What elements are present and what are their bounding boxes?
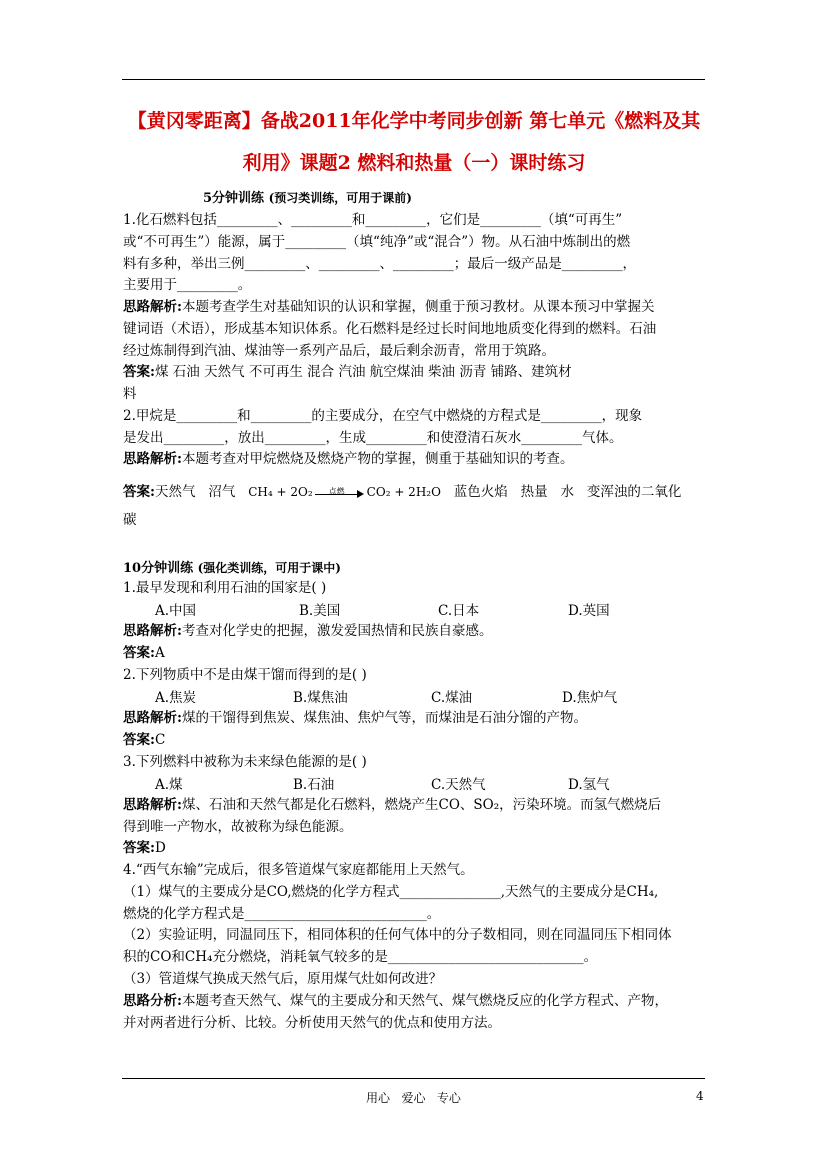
q2-answer-line-2: 碳 [123, 512, 137, 528]
q2-line-1: 2.甲烷是_________和_________的主要成分，在空气中燃烧的方程式是_________，现象 [123, 408, 643, 424]
q1-line-1: 1.化石燃料包括_________、_________和_________，它们是_________（填“可再生” [123, 212, 623, 228]
q1-analysis-line-3: 经过炼制得到汽油、煤油等一系列产品后，最后剩余沥青，常用于筑路。 [123, 343, 555, 359]
mc3-option-b: B.石油 [293, 777, 335, 793]
mc1-stem: 1.最早发现和利用石油的国家是( ) [123, 580, 327, 596]
q4-part1-line-2: 燃烧的化学方程式是___________________________。 [123, 906, 441, 922]
q1-line-3: 料有多种，举出三例_________、_________、_________；最后一级产品是_________， [123, 256, 636, 272]
equation-products: CO₂ + 2H₂O [366, 485, 441, 499]
q1-line-2: 或“不可再生”）能源，属于_________（填“纯净”或“混合”）物。从石油中炼制出的燃 [123, 234, 631, 250]
q4-part1-line-1: （1）煤气的主要成分是CO,燃烧的化学方程式_______________,天然气的主要成分是CH₄, [123, 884, 659, 900]
q4-analysis-line-1 [123, 991, 668, 1011]
section-10min-heading [123, 557, 341, 576]
reaction-condition: 点燃 [328, 486, 345, 496]
answer-text: D [154, 840, 166, 856]
mc3-option-a: A.煤 [155, 777, 183, 793]
mc2-analysis [123, 708, 587, 728]
q1-analysis-line-1 [123, 297, 654, 317]
section-10min-subtitle: (强化类训练，可用于课中) [197, 561, 341, 575]
section-5min-heading [203, 187, 412, 206]
header-rule [122, 79, 705, 80]
q1-analysis-line-2: 键词语（术语），形成基本知识体系。化石燃料是经过长时间地地质变化得到的燃料。石油 [123, 321, 657, 337]
analysis-text: 煤、石油和天然气都是化石燃料，燃烧产生CO、SO₂，污染环境。而氢气燃烧后 [181, 797, 662, 813]
section-5min-subtitle: (预习类训练，可用于课前) [268, 191, 412, 205]
analysis-label: 思路解析: [123, 451, 182, 467]
footer-motto: 用心 爱心 专心 [366, 1091, 461, 1105]
mc2-option-d: D.焦炉气 [562, 690, 618, 706]
q1-answer-line-1 [123, 362, 572, 382]
answer-text-tail: 蓝色火焰 热量 水 变浑浊的二氧化 [440, 484, 682, 500]
q1-line-4: 主要用于_________。 [123, 277, 252, 293]
q4-part2-line-2: 积的CO和CH₄充分燃烧，消耗氧气较多的是_____________________________。 [123, 949, 598, 965]
analysis-text: 本题考查对甲烷燃烧及燃烧产物的掌握，侧重于基础知识的考查。 [181, 451, 574, 467]
section-10min-title: 10分钟训练 [123, 561, 194, 576]
mc1-option-b: B.美国 [299, 603, 341, 619]
mc1-option-a: A.中国 [155, 603, 197, 619]
page-title-line-1: 【黄冈零距离】备战2011年化学中考同步创新 第七单元《燃料及其 [127, 110, 701, 132]
mc2-option-b: B.煤焦油 [293, 690, 348, 706]
q4-stem: 4.“西气东输”完成后，很多管道煤气家庭都能用上天然气。 [123, 862, 474, 878]
analysis-label: 思路解析: [123, 623, 182, 639]
analysis-label: 思路解析: [123, 797, 182, 813]
mc1-option-c: C.日本 [438, 603, 480, 619]
q2-line-2: 是发出_________，放出_________，生成_________和使澄清石灰水_________气体。 [123, 430, 623, 446]
footer-rule [122, 1078, 705, 1079]
mc2-option-a: A.焦炭 [155, 690, 197, 706]
answer-label: 答案: [123, 732, 155, 748]
page-title-line-2: 利用》课题2 燃料和热量（一）课时练习 [242, 152, 586, 174]
analysis-text: 考查对化学史的把握，激发爱国热情和民族自豪感。 [181, 623, 493, 639]
analysis-label: 思路解析: [123, 299, 182, 315]
q2-answer-line-1 [123, 482, 681, 502]
analysis-text: 煤的干馏得到焦炭、煤焦油、焦炉气等，而煤油是石油分馏的产物。 [181, 710, 587, 726]
section-5min-title: 5分钟训练 [203, 191, 265, 206]
analysis-text: 本题考查天然气、煤气的主要成分和天然气、煤气燃烧反应的化学方程式、产物， [181, 993, 668, 1009]
analysis-label: 思路分析: [123, 993, 182, 1009]
answer-label: 答案: [123, 364, 155, 380]
mc1-analysis [123, 621, 492, 641]
mc3-option-d: D.氢气 [568, 777, 610, 793]
mc3-stem: 3.下列燃料中被称为未来绿色能源的是( ) [123, 754, 367, 770]
answer-text: 煤 石油 天然气 不可再生 混合 汽油 航空煤油 柴油 沥青 铺路、建筑材 [154, 364, 572, 380]
analysis-text: 本题考查学生对基础知识的认识和掌握，侧重于预习教材。从课本预习中掌握关 [181, 299, 655, 315]
q4-analysis-line-2: 并对两者进行分析、比较。分析使用天然气的优点和使用方法。 [123, 1015, 501, 1031]
answer-label: 答案: [123, 484, 155, 500]
q4-part3: （3）管道煤气换成天然气后，原用煤气灶如何改进？ [123, 971, 443, 987]
mc1-option-d: D.英国 [568, 603, 610, 619]
mc2-option-c: C.煤油 [431, 690, 473, 706]
mc1-answer [123, 643, 165, 663]
answer-label: 答案: [123, 645, 155, 661]
answer-text: C [154, 732, 166, 748]
page-number: 4 [696, 1089, 704, 1103]
analysis-label: 思路解析: [123, 710, 182, 726]
q2-analysis-line-1 [123, 449, 573, 469]
q1-answer-line-2: 料 [123, 386, 137, 402]
mc3-analysis-line-2: 得到唯一产物水，故被称为绿色能源。 [123, 819, 353, 835]
answer-text: A [154, 645, 165, 661]
mc3-answer [123, 838, 166, 858]
mc2-answer [123, 730, 165, 750]
equation-reactants: CH₄ + 2O₂ [248, 485, 313, 499]
mc3-analysis-line-1 [123, 795, 661, 815]
q4-part2-line-1: （2）实验证明，同温同压下，相同体积的任何气体中的分子数相同，则在同温同压下相同体 [123, 927, 672, 943]
answer-label: 答案: [123, 840, 155, 856]
mc3-option-c: C.天然气 [431, 777, 486, 793]
mc2-stem: 2.下列物质中不是由煤干馏而得到的是( ) [123, 667, 367, 683]
answer-text: 天然气 沼气 [154, 484, 249, 500]
reaction-arrow [315, 486, 365, 500]
